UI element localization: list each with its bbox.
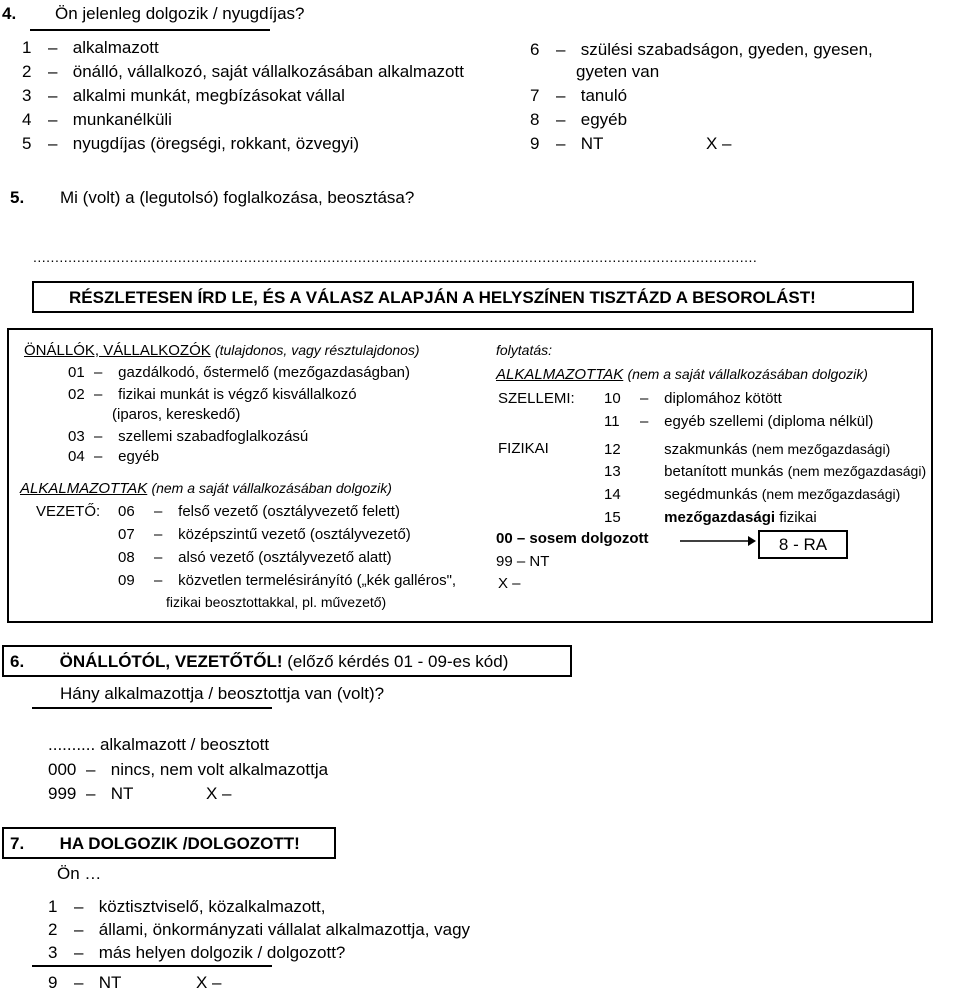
- code-01[interactable]: 01 – gazdálkodó, őstermelő (mezőgazdaságban): [68, 364, 411, 381]
- q7-heading: HA DOLGOZIK /DOLGOZOTT!: [59, 834, 300, 853]
- option-note: fizikai: [779, 509, 817, 526]
- q7-option-3[interactable]: 3 – más helyen dolgozik / dolgozott?: [48, 943, 346, 962]
- option-label: köztisztviselő, közalkalmazott,: [98, 897, 326, 916]
- q4-x-mark[interactable]: X –: [706, 134, 732, 153]
- code-06[interactable]: 06 – felső vezető (osztályvezető felett): [118, 503, 400, 520]
- self-employed-heading-row: [24, 341, 420, 360]
- q4-option-2[interactable]: 2 – önálló, vállalkozó, saját vállalkozásában alkalmazott: [22, 62, 464, 81]
- q4-option-4[interactable]: 4 – munkanélküli: [22, 110, 172, 129]
- option-label: diplomához kötött: [664, 390, 782, 407]
- q4-option-9[interactable]: 9 – NT: [530, 134, 604, 153]
- q5-answer-dots[interactable]: .....................................................................................................................................................................: [33, 249, 758, 265]
- option-code: 1: [22, 38, 32, 57]
- skip-box: [758, 530, 848, 559]
- q4-question: Ön jelenleg dolgozik / nyugdíjas?: [55, 4, 305, 23]
- option-label: alkalmi munkát, megbízásokat vállal: [72, 86, 345, 105]
- option-code: 14: [604, 486, 621, 503]
- option-label: gazdálkodó, őstermelő (mezőgazdaságban): [118, 364, 411, 381]
- option-label: szellemi szabadfoglalkozású: [118, 428, 309, 445]
- q6-x-mark[interactable]: X –: [206, 784, 232, 803]
- q4-option-5[interactable]: 5 – nyugdíjas (öregségi, rokkant, özvegyi): [22, 134, 360, 153]
- employees-note: (nem a saját vállalkozásában dolgozik): [627, 366, 868, 382]
- q6-question: Hány alkalmazottja / beosztottja van (volt)?: [60, 684, 385, 703]
- employees-heading: ALKALMAZOTTAK: [20, 480, 148, 497]
- option-code: 2: [22, 62, 32, 81]
- option-label: felső vezető (osztályvezető felett): [178, 503, 400, 520]
- blue-collar-label: FIZIKAI: [498, 440, 549, 457]
- q6-number: 6.: [10, 652, 25, 671]
- option-label: önálló, vállalkozó, saját vállalkozásában alkalmazott: [72, 62, 464, 81]
- option-label: NT: [98, 973, 122, 992]
- option-code: 13: [604, 463, 621, 480]
- arrow-right-icon: [678, 534, 758, 548]
- option-code: 9: [530, 134, 540, 153]
- code-10[interactable]: 10 – diplomához kötött: [604, 390, 782, 407]
- option-code: 8: [530, 110, 540, 129]
- q4-option-7[interactable]: 7 – tanuló: [530, 86, 628, 105]
- code-12[interactable]: [604, 440, 890, 459]
- q6-answer-line[interactable]: .......... alkalmazott / beosztott: [48, 735, 270, 754]
- option-label: nincs, nem volt alkalmazottja: [110, 760, 329, 779]
- code-03[interactable]: 03 – szellemi szabadfoglalkozású: [68, 428, 309, 445]
- employees-note: (nem a saját vállalkozásában dolgozik): [151, 480, 392, 496]
- employees-heading-row-left: [20, 479, 392, 498]
- q4-option-6[interactable]: 6 – szülési szabadságon, gyeden, gyesen,: [530, 40, 873, 59]
- option-label: egyéb: [118, 448, 160, 465]
- code-x[interactable]: X –: [498, 575, 521, 592]
- employees-heading-row-right: [496, 365, 868, 384]
- option-code: 06: [118, 503, 135, 520]
- option-label: szülési szabadságon, gyeden, gyesen,: [580, 40, 873, 59]
- q6-option-000[interactable]: 000 – nincs, nem volt alkalmazottja: [48, 760, 329, 779]
- code-15[interactable]: [604, 509, 817, 527]
- q7-x-mark[interactable]: X –: [196, 973, 222, 992]
- code-09-cont: fizikai beosztottakkal, pl. művezető): [166, 594, 387, 610]
- code-09[interactable]: 09 – közvetlen termelésirányító („kék galléros",: [118, 572, 457, 589]
- option-label: alsó vezető (osztályvezető alatt): [178, 549, 392, 566]
- q7-number: 7.: [10, 834, 25, 853]
- option-label: állami, önkormányzati vállalat alkalmazottja, vagy: [98, 920, 471, 939]
- code-14[interactable]: [604, 485, 900, 504]
- option-note: (nem mezőgazdasági): [787, 463, 927, 479]
- code-11[interactable]: 11 – egyéb szellemi (diploma nélkül): [604, 413, 874, 430]
- option-label: NT: [110, 784, 134, 803]
- option-label: NT: [580, 134, 604, 153]
- option-code: 04: [68, 448, 85, 465]
- leader-label: VEZETŐ:: [36, 503, 101, 520]
- code-02[interactable]: 02 – fizikai munkát is végző kisvállalkozó: [68, 386, 357, 403]
- option-code: 08: [118, 549, 135, 566]
- option-code: 07: [118, 526, 135, 543]
- code-00-never-worked[interactable]: 00 – sosem dolgozott: [496, 530, 649, 547]
- option-code: 09: [118, 572, 135, 589]
- white-collar-label: SZELLEMI:: [498, 390, 575, 407]
- q5-number: 5.: [10, 188, 25, 207]
- option-code: 3: [48, 943, 58, 962]
- q4-option-6-cont: gyeten van: [576, 62, 660, 81]
- code-07[interactable]: 07 – középszintű vezető (osztályvezető): [118, 526, 411, 543]
- option-code: 12: [604, 441, 621, 458]
- code-04[interactable]: 04 – egyéb: [68, 448, 160, 465]
- skip-label: 8 - RA: [778, 535, 828, 554]
- q6-heading: ÖNÁLLÓTÓL, VEZETŐTŐL!: [59, 652, 283, 671]
- q7-option-2[interactable]: 2 – állami, önkormányzati vállalat alkalmazottja, vagy: [48, 920, 471, 939]
- q7-prompt: Ön …: [57, 864, 102, 883]
- option-label: munkanélküli: [72, 110, 172, 129]
- option-label: segédmunkás: [664, 486, 758, 503]
- q4-number: 4.: [2, 4, 17, 23]
- q6-heading-note: (előző kérdés 01 - 09-es kód): [287, 652, 509, 671]
- employees-heading: ALKALMAZOTTAK: [496, 366, 624, 383]
- option-code: 6: [530, 40, 540, 59]
- option-label: alkalmazott: [72, 38, 159, 57]
- option-note: (nem mezőgazdasági): [761, 486, 901, 502]
- q4-option-3[interactable]: 3 – alkalmi munkát, megbízásokat vállal: [22, 86, 345, 105]
- option-code: 2: [48, 920, 58, 939]
- option-code: 10: [604, 390, 621, 407]
- option-note: (nem mezőgazdasági): [751, 441, 891, 457]
- option-code: 5: [22, 134, 32, 153]
- q7-heading-box: [2, 827, 336, 859]
- q7-option-9[interactable]: 9 – NT: [48, 973, 122, 992]
- q6-underline: [32, 707, 272, 709]
- option-code: 3: [22, 86, 32, 105]
- q6-heading-box: [2, 645, 572, 677]
- option-code: 000: [48, 760, 77, 779]
- q4-option-8[interactable]: 8 – egyéb: [530, 110, 628, 129]
- option-code: 9: [48, 973, 58, 992]
- option-label: egyéb: [580, 110, 628, 129]
- option-label: középszintű vezető (osztályvezető): [178, 526, 411, 543]
- option-label: közvetlen termelésirányító („kék galléros",: [178, 572, 457, 589]
- self-employed-note: (tulajdonos, vagy résztulajdonos): [214, 342, 420, 358]
- q6-option-999[interactable]: 999 – NT: [48, 784, 134, 803]
- self-employed-heading: ÖNÁLLÓK, VÁLLALKOZÓK: [24, 342, 211, 359]
- q4-option-1[interactable]: 1 – alkalmazott: [22, 38, 159, 57]
- q5-instruction: RÉSZLETESEN ÍRD LE, ÉS A VÁLASZ ALAPJÁN A HELYSZÍNEN TISZTÁZD A BESOROLÁST!: [69, 288, 816, 307]
- option-code: 15: [604, 509, 621, 526]
- option-label: szakmunkás: [664, 441, 748, 458]
- continued-label: folytatás:: [496, 342, 553, 358]
- q5-question: Mi (volt) a (legutolsó) foglalkozása, beosztása?: [60, 188, 415, 207]
- option-label: nyugdíjas (öregségi, rokkant, özvegyi): [72, 134, 360, 153]
- option-code: 1: [48, 897, 58, 916]
- option-label: más helyen dolgozik / dolgozott?: [98, 943, 346, 962]
- q7-heading-row: [10, 834, 300, 854]
- q4-underline: [30, 29, 270, 31]
- option-label: tanuló: [580, 86, 628, 105]
- option-code: 01: [68, 364, 85, 381]
- option-code: 999: [48, 784, 77, 803]
- option-label: egyéb szellemi (diploma nélkül): [664, 413, 874, 430]
- option-code: 02: [68, 386, 85, 403]
- option-label: mezőgazdasági: [664, 509, 776, 526]
- q7-option-1[interactable]: 1 – köztisztviselő, közalkalmazott,: [48, 897, 326, 916]
- option-code: 03: [68, 428, 85, 445]
- option-label: fizikai munkát is végző kisvállalkozó: [118, 386, 357, 403]
- q5-instruction-box: [32, 281, 914, 313]
- option-label: betanított munkás: [664, 463, 784, 480]
- code-99-nt[interactable]: 99 – NT: [496, 553, 550, 570]
- q7-underline: [32, 965, 272, 967]
- code-13[interactable]: [604, 462, 926, 481]
- q6-heading-row: [10, 652, 508, 672]
- option-code: 4: [22, 110, 32, 129]
- code-08[interactable]: 08 – alsó vezető (osztályvezető alatt): [118, 549, 392, 566]
- code-02-cont: (iparos, kereskedő): [112, 406, 241, 423]
- option-code: 11: [604, 413, 620, 430]
- option-code: 7: [530, 86, 540, 105]
